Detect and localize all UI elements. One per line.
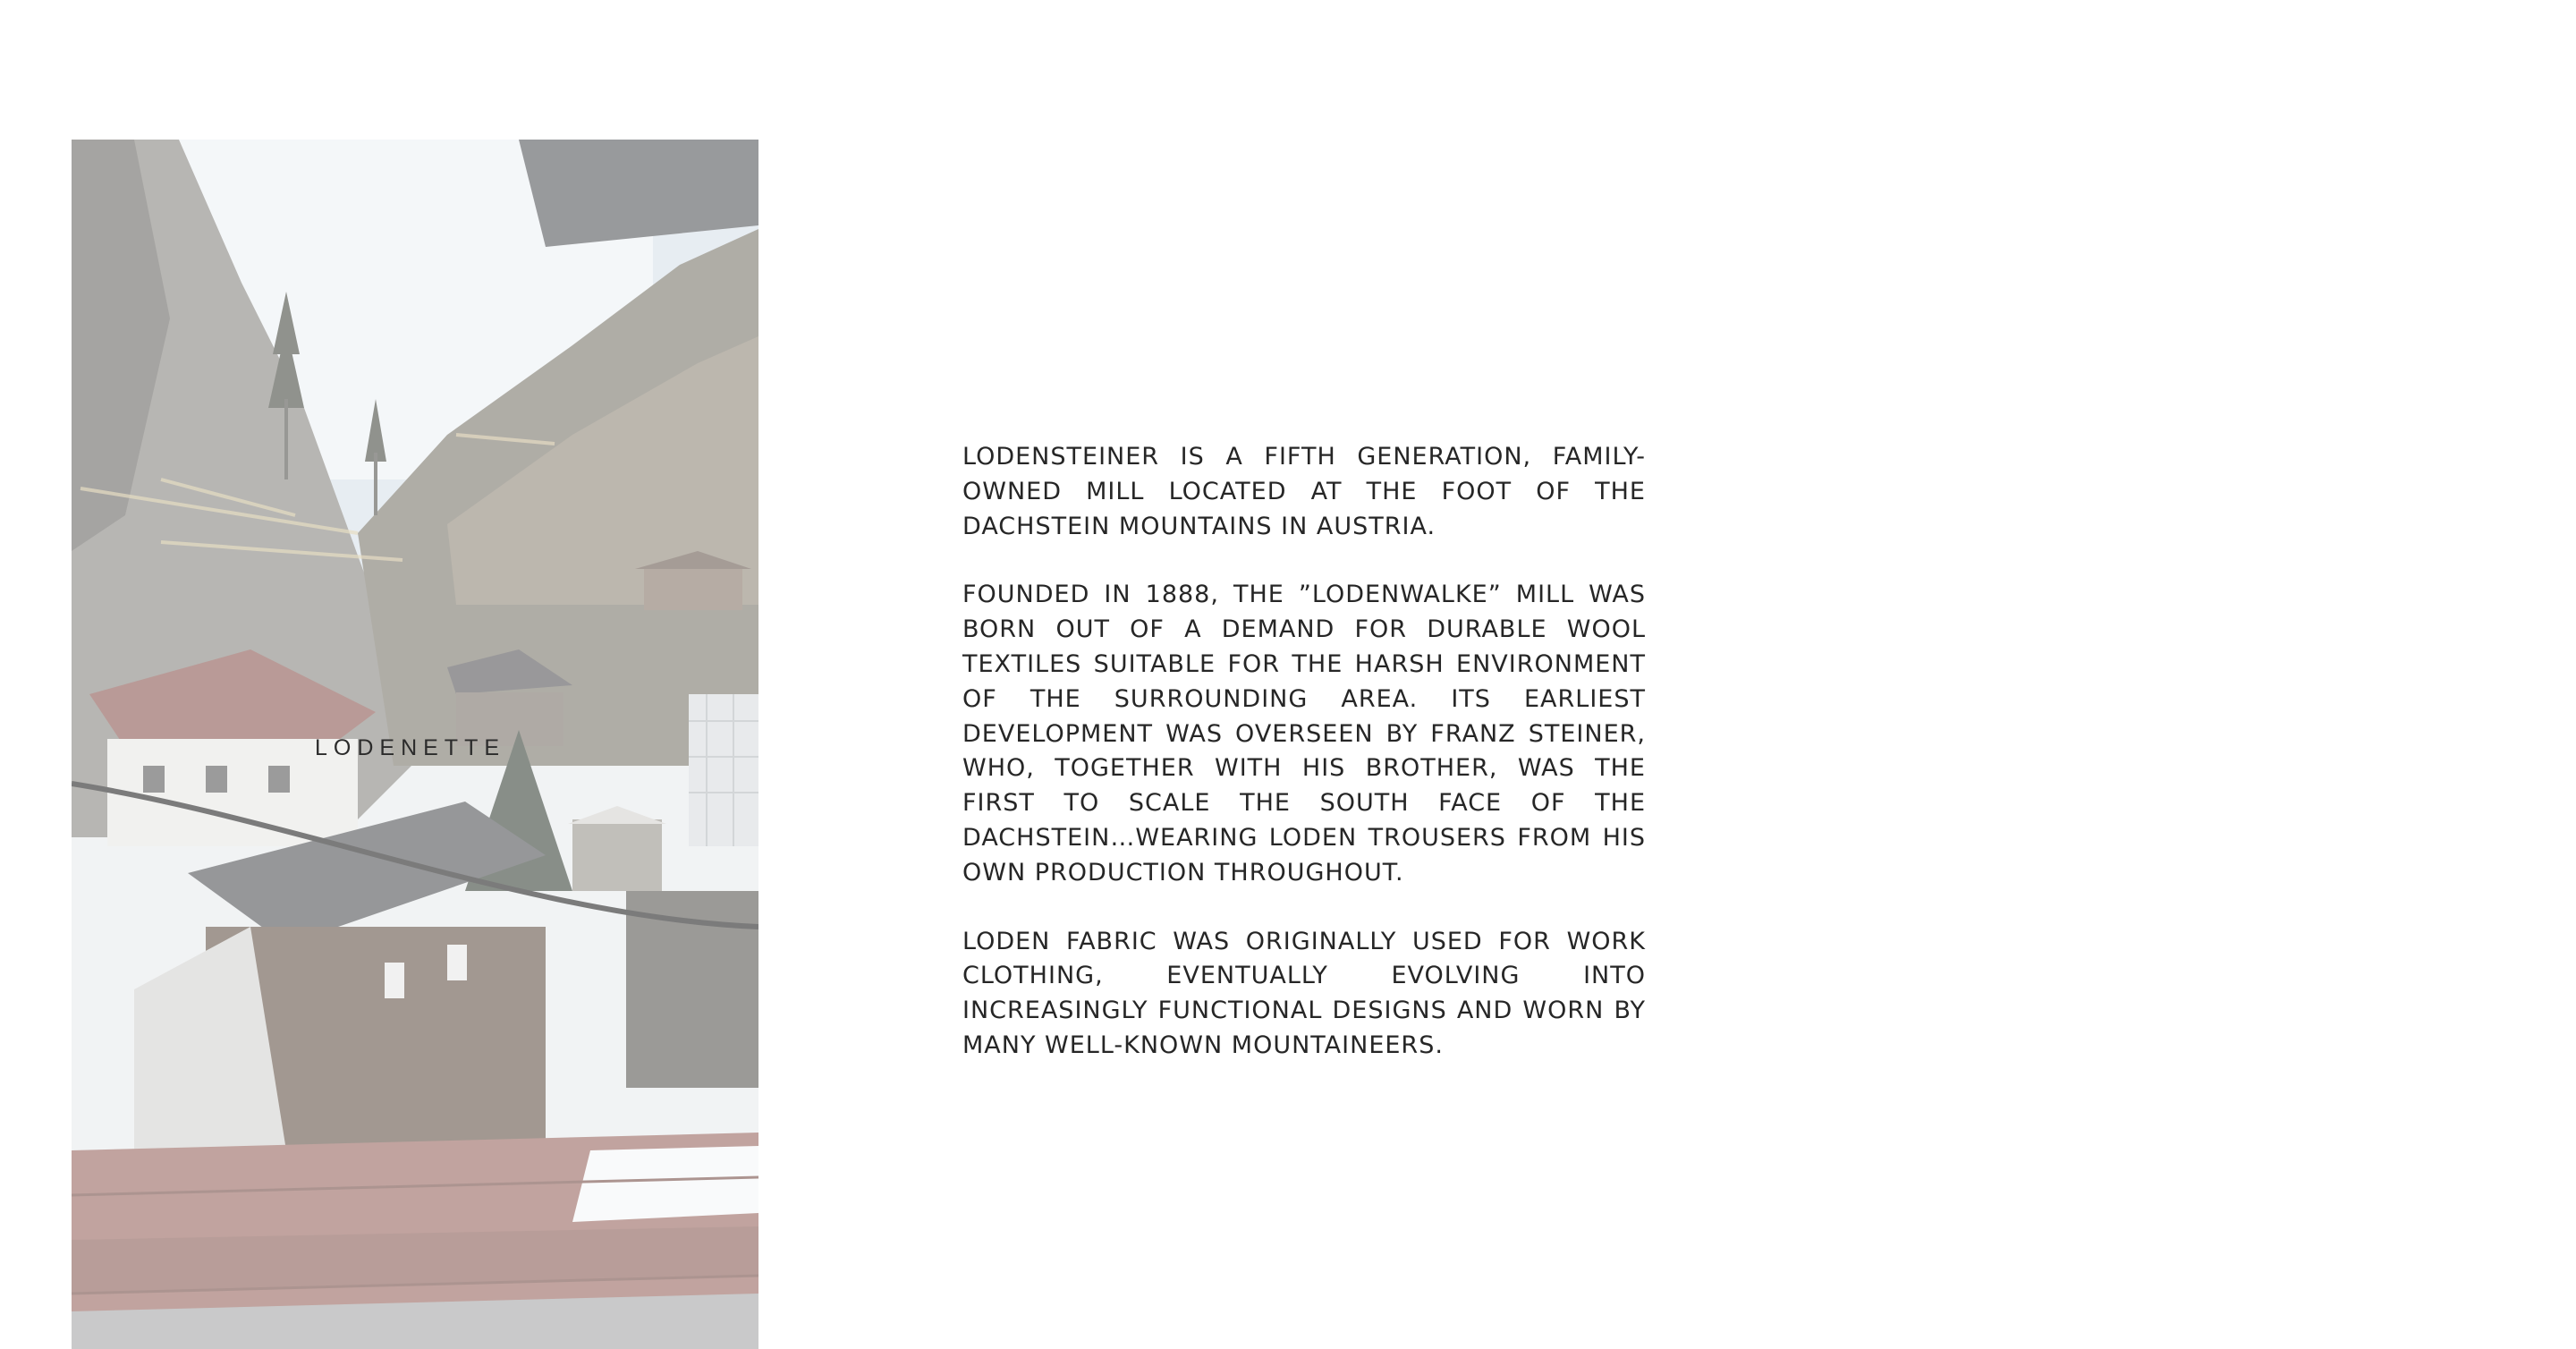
about-text	[962, 440, 1646, 1098]
brand-label: LODENETTE	[315, 735, 506, 760]
about-paragraph-3: LODEN FABRIC WAS ORIGINALLY USED FOR WORK CLOTHING, EVENTUALLY EVOLVING INTO INCREASINGLY FUNCTIONAL DESIGNS AND WORN BY MANY WELL-KNOWN MOUNTAINEERS.	[962, 927, 1646, 1059]
hero-photo	[72, 140, 758, 1349]
about-paragraph-1: LODENSTEINER IS A FIFTH GENERATION, FAMILY-OWNED MILL LOCATED AT THE FOOT OF THE DACHSTEIN MOUNTAINS IN AUSTRIA.	[962, 443, 1646, 540]
about-paragraph-2: FOUNDED IN 1888, THE ”LODENWALKE” MILL WAS BORN OUT OF A DEMAND FOR DURABLE WOOL TEXTILES SUITABLE FOR THE HARSH ENVIRONMENT OF THE SURROUNDING AREA. ITS EARLIEST DEVELOPMENT WAS OVERSEEN BY FRANZ STEINER, WHO, TOGETHER WITH HIS BROTHER, WAS THE FIRST TO SCALE THE SOUTH FACE OF THE DACHSTEIN…WEARING LODEN TROUSERS FROM HIS OWN PRODUCTION THROUGHOUT.	[962, 581, 1646, 887]
